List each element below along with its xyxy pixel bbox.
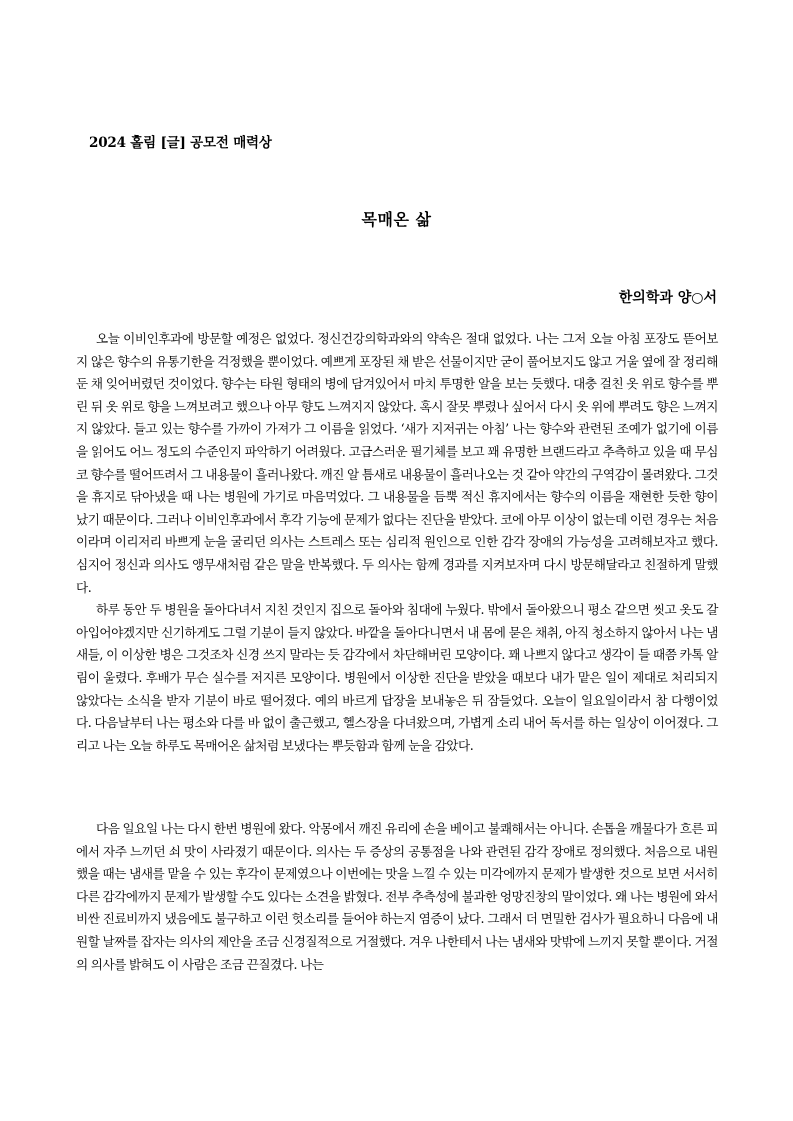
author-line: 한의학과 양○서 xyxy=(618,290,717,306)
essay-title: 목매온 삶 xyxy=(361,210,432,229)
body-section-1 xyxy=(76,328,718,757)
paragraph: 오늘 이비인후과에 방문할 예정은 없었다. 정신건강의학과와의 약속은 절대 없었다. 나는 그저 오늘 아침 포장도 뜯어보지 않은 향수의 유통기한을 걱정했을 뿐이었다. 예쁘게 포장된 채 받은 선물이지만 굳이 풀어보지도 않고 거울 옆에 잘 정리해둔 채 잊어버렸던 것이었다. 향수는 타원 형태의 병에 담겨있어서 마치 투명한 알을 보는 듯했다. 대충 걸친 옷 위로 향수를 뿌린 뒤 옷 위로 향을 느껴보려고 했으나 아무 향도 느껴지지 않았다. 혹시 잘못 뿌렸나 싶어서 다시 옷 위에 뿌려도 향은 느껴지지 않았다. 들고 있는 향수를 가까이 가져가 그 이름을 읽었다. ‘새가 지저귀는 아침’ 나는 향수와 관련된 조예가 없기에 이름을 읽어도 어느 정도의 수준인지 파악하기 어려웠다. 고급스러운 필기체를 보고 꽤 유명한 브랜드라고 추측하고 있을 때 무심코 향수를 떨어뜨려서 그 내용물이 흘러나왔다. 깨진 알 틈새로 내용물이 흘러나오는 것 같아 약간의 구역감이 몰려왔다. 그것을 휴지로 닦아냈을 때 나는 병원에 가기로 마음먹었다. 그 내용물을 듬뿍 적신 휴지에서는 향수의 이름을 재현한 듯한 향이 났기 때문이다. 그러나 이비인후과에서 후각 기능에 문제가 없다는 진단을 받았다. 코에 아무 이상이 없는데 이런 경우는 처음이라며 이리저리 바쁘게 눈을 굴리던 의사는 스트레스 또는 심리적 원인으로 인한 감각 장애의 가능성을 고려해보자고 했다. 심지어 정신과 의사도 앵무새처럼 같은 말을 반복했다. 두 의사는 함께 경과를 지켜보자며 다시 방문해달라고 친절하게 말했다. xyxy=(76,331,718,595)
paragraph: 하루 동안 두 병원을 돌아다녀서 지친 것인지 집으로 돌아와 침대에 누웠다. 밖에서 돌아왔으니 평소 같으면 씻고 옷도 갈아입어야겠지만 신기하게도 그럴 기분이 들지 않았다. 바깥을 돌아다니면서 내 몸에 묻은 채취, 아직 청소하지 않아서 나는 냄새들, 이 이상한 병은 그것조차 신경 쓰지 말라는 듯 감각에서 차단해버린 모양이다. 꽤 나쁘지 않다고 생각이 들 때쯤 카톡 알림이 울렸다. 후배가 무슨 실수를 저지른 모양이다. 병원에서 이상한 진단을 받았을 때보다 내가 맡은 일이 제대로 처리되지 않았다는 소식을 받자 기분이 바로 떨어졌다. 예의 바르게 답장을 보내놓은 뒤 잠들었다. 오늘이 일요일이라서 참 다행이었다. 다음날부터 나는 평소와 다를 바 없이 출근했고, 헬스장을 다녀왔으며, 가볍게 소리 내어 독서를 하는 일상이 이어졌다. 그리고 나는 오늘 하루도 목매어온 삶처럼 보냈다는 뿌듯함과 함께 눈을 감았다. xyxy=(76,602,718,753)
body-section-2 xyxy=(76,818,718,976)
contest-header: 2024 홀림 [글] 공모전 매력상 xyxy=(89,135,272,151)
paragraph: 다음 일요일 나는 다시 한번 병원에 왔다. 악몽에서 깨진 유리에 손을 베이고 불쾌해서는 아니다. 손톱을 깨물다가 흐른 피에서 자주 느끼던 쇠 맛이 사라졌기 때문이다. 의사는 두 증상의 공통점을 나와 관련된 감각 장애로 정의했다. 처음으로 내원했을 때는 냄새를 맡을 수 있는 후각이 문제였으나 이번에는 맛을 느낄 수 있는 미각에까지 문제가 발생한 것으로 보면 서서히 다른 감각에까지 문제가 발생할 수도 있다는 소견을 밝혔다. 전부 추측성에 불과한 엉망진창의 말이었다. 왜 나는 병원에 와서 비싼 진료비까지 냈음에도 불구하고 이런 헛소리를 들어야 하는지 염증이 났다. 그래서 더 면밀한 검사가 필요하니 다음에 내원할 날짜를 잡자는 의사의 제안을 조금 신경질적으로 거절했다. 겨우 나한테서 나는 냄새와 맛밖에 느끼지 못할 뿐이다. 거절의 의사를 밝혀도 이 사람은 조금 끈질겼다. 나는 xyxy=(76,821,718,972)
